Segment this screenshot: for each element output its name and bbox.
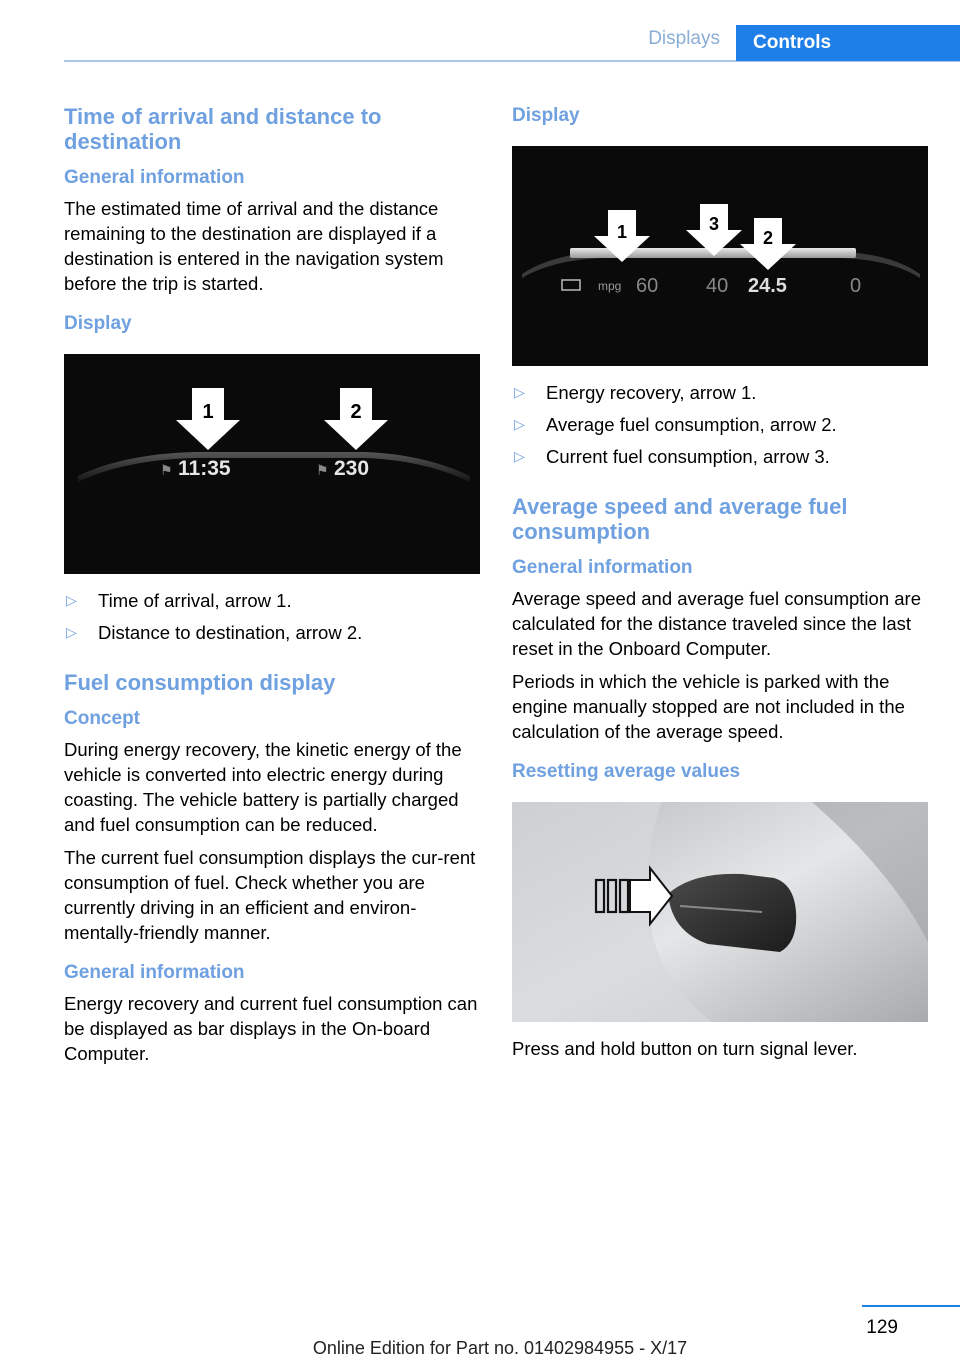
paragraph-reset: Press and hold button on turn signal lever.: [512, 1038, 858, 1059]
subheading-concept: Concept: [64, 708, 140, 729]
display-bezel: [78, 452, 470, 482]
section-title-fuel: Fuel consumption display: [64, 670, 336, 695]
scale-0: 0: [850, 275, 862, 297]
figure-turn-signal-lever: [512, 802, 928, 1022]
section-title-average: Average speed and average fuel consumption: [512, 494, 848, 544]
paragraph-concept-2: The current fuel consumption displays the cur-rent consumption of fuel. Check whether you are currently driving in an efficient and environ-mentally-friendly manner.: [64, 847, 476, 943]
list-item: ▷ Current fuel consumption, arrow 3.: [514, 446, 830, 467]
subheading-general-info-2: General information: [64, 962, 245, 983]
list-item: ▷ Average fuel consumption, arrow 2.: [514, 414, 837, 435]
triangle-bullet-icon: ▷: [66, 592, 77, 608]
list-item: ▷ Distance to destination, arrow 2.: [66, 622, 363, 643]
arrow-1-label: 1: [202, 401, 214, 423]
distance-value: 230: [334, 457, 370, 480]
page-header: [0, 0, 960, 64]
subheading-reset: Resetting average values: [512, 761, 741, 782]
page-number: 129: [866, 1317, 898, 1338]
figure-arrival-display: [64, 354, 480, 574]
left-column: [64, 104, 480, 1074]
footer-edition: Online Edition for Part no. 01402984955 - X/17: [312, 1338, 688, 1358]
paragraph-average-2: Periods in which the vehicle is parked with the engine manually stopped are not included in the calculation of the average speed.: [512, 671, 905, 742]
tab-displays[interactable]: Displays: [648, 28, 720, 49]
right-column: [512, 104, 928, 1069]
list-item: ▷ Time of arrival, arrow 1.: [66, 590, 292, 611]
subheading-display: Display: [64, 313, 132, 334]
flag-icon: ⚑: [316, 463, 329, 479]
turn-signal-lever-illustration: [512, 802, 928, 1022]
triangle-bullet-icon: ▷: [514, 416, 525, 432]
list-arrival-bullets: [64, 588, 480, 645]
arrow-2-label: 2: [350, 401, 362, 423]
scale-40: 40: [706, 275, 729, 297]
list-fuel-bullets: [512, 380, 928, 469]
battery-icon: [562, 280, 580, 290]
scale-60: 60: [636, 275, 659, 297]
subheading-general-info: General information: [64, 167, 245, 188]
triangle-bullet-icon: ▷: [514, 448, 525, 464]
flag-icon: ⚑: [160, 463, 173, 479]
paragraph-concept-1: During energy recovery, the kinetic energy of the vehicle is converted into electric energy during coasting. The vehicle battery is partially charged and fuel consumption can be reduced.: [64, 739, 462, 835]
section-title-arrival: Time of arrival and distance to destination: [64, 104, 382, 154]
fuel-display-illustration: [512, 146, 928, 366]
arrow-2-label: 2: [762, 228, 774, 248]
footer-rule: [862, 1305, 960, 1307]
paragraph-average-1: Average speed and average fuel consumption are calculated for the distance traveled since the last reset in the Onboard Computer.: [512, 588, 921, 659]
triangle-bullet-icon: ▷: [514, 384, 525, 400]
arrow-3-label: 3: [708, 214, 720, 234]
arrow-1-label: 1: [616, 222, 628, 242]
unit-label: mpg: [598, 279, 622, 293]
paragraph-general-info: The estimated time of arrival and the distance remaining to the destination are displayed if a destination is entered in the navigation system before the trip is started.: [64, 198, 444, 294]
paragraph-general-info-2: Energy recovery and current fuel consumption can be displayed as bar displays in the On-board Computer.: [64, 993, 478, 1064]
subheading-general-info-right: General information: [512, 557, 693, 578]
triangle-bullet-icon: ▷: [66, 624, 77, 640]
list-item: ▷ Energy recovery, arrow 1.: [514, 382, 757, 403]
arrival-time-value: 11:35: [178, 457, 231, 480]
fuel-value: 24.5: [748, 275, 787, 297]
tab-controls[interactable]: Controls: [736, 25, 960, 61]
figure-fuel-display: [512, 146, 928, 366]
arrival-display-illustration: [64, 354, 480, 574]
subheading-display-right: Display: [512, 105, 580, 126]
